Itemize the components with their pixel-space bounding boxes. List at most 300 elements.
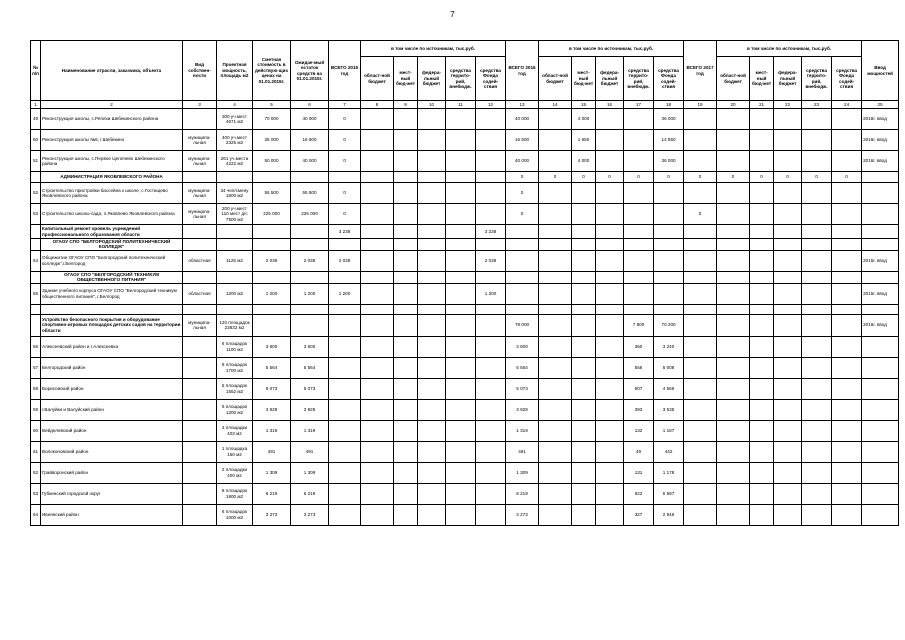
section-title: Капитальный ремонт кровель учреждений профессионального образования области	[41, 225, 183, 239]
table-row	[31, 109, 899, 130]
total-2015: 0	[329, 151, 361, 172]
empty-cell	[31, 225, 41, 239]
source-2017	[717, 336, 750, 357]
source-2015	[418, 399, 446, 420]
source-2016: 4 000	[572, 109, 596, 130]
section-title: АДМИНИСТРАЦИЯ ЯКОВЛЕВСКОГО РАЙОНА	[41, 172, 183, 183]
source-2016	[596, 336, 624, 357]
estimated-cost: 1 309	[253, 462, 291, 483]
empty-cell	[183, 225, 217, 239]
empty-cell	[539, 304, 572, 314]
table-row	[31, 378, 899, 399]
header-ownership: Вид собствен-ности	[183, 41, 217, 101]
source-2016	[654, 204, 684, 225]
column-number: 11	[446, 101, 476, 109]
source-2015	[476, 441, 506, 462]
source-2017	[802, 271, 832, 283]
source-2015	[361, 172, 394, 183]
source-2016: 36 000	[654, 151, 684, 172]
commissioning	[862, 183, 899, 204]
commissioning: 2016г. ввод	[862, 130, 899, 151]
source-2015	[446, 399, 476, 420]
capacity: 6 площадок 1200 м2	[217, 399, 253, 420]
source-2015	[361, 314, 394, 336]
object-name: Алексеевский район и г.Алексеевка	[41, 336, 183, 357]
source-2017	[750, 336, 774, 357]
total-2015: 3 238	[329, 225, 361, 239]
header-src-territory: средства террито-рий, внебюдж.	[446, 57, 476, 101]
commissioning	[862, 504, 899, 525]
source-2017	[717, 204, 750, 225]
table-row	[31, 462, 899, 483]
source-2017	[750, 271, 774, 283]
row-number: 62	[31, 462, 41, 483]
source-2017	[750, 504, 774, 525]
source-2016	[624, 239, 654, 251]
section-row	[31, 172, 899, 183]
commissioning	[862, 336, 899, 357]
ownership	[183, 504, 217, 525]
object-name: Общежитие ОГАОУ СПО "Белгородский политехнический колледж",г.Белгород	[41, 250, 183, 271]
object-name: Устройство безопасного покрытия и оборудование спортивно-игровых площадок детских садов на территории области	[41, 314, 183, 336]
commissioning	[862, 204, 899, 225]
total-2015	[329, 357, 361, 378]
source-2016: 70 200	[654, 314, 684, 336]
column-number: 2	[41, 101, 183, 109]
header-src-local: мест-ный бюд-жет	[572, 57, 596, 101]
capacity: 8 площадок 1700 м2	[217, 357, 253, 378]
source-2015	[446, 130, 476, 151]
capacity: 6 площадок 1000 м2	[217, 504, 253, 525]
source-2017	[832, 130, 862, 151]
source-2017	[750, 378, 774, 399]
source-2016: 556	[624, 357, 654, 378]
source-2015	[394, 225, 418, 239]
source-2017	[802, 225, 832, 239]
total-2016: 3 600	[506, 336, 539, 357]
row-number: 49	[31, 109, 41, 130]
total-2017: 0	[684, 204, 717, 225]
column-number: 6	[291, 101, 329, 109]
column-number: 10	[418, 101, 446, 109]
source-2015	[361, 283, 394, 304]
source-2017	[774, 314, 802, 336]
source-2017	[832, 504, 862, 525]
commissioning	[862, 483, 899, 504]
source-2016	[596, 504, 624, 525]
header-expected-balance: Ожидае-мый остаток средств на 01.01.2015г.	[291, 41, 329, 101]
source-2015	[361, 378, 394, 399]
source-2016: 131	[624, 462, 654, 483]
total-2015	[329, 399, 361, 420]
source-2017	[774, 483, 802, 504]
source-2017	[802, 314, 832, 336]
table-row	[31, 399, 899, 420]
column-number: 16	[596, 101, 624, 109]
source-2016	[654, 183, 684, 204]
row-number: 61	[31, 441, 41, 462]
header-src-federal: федера-льный бюджет	[774, 57, 802, 101]
source-2017	[717, 109, 750, 130]
empty-cell	[217, 239, 253, 251]
source-2015: 3 238	[476, 225, 506, 239]
source-2015	[418, 172, 446, 183]
expected-balance	[291, 314, 329, 336]
empty-cell	[862, 271, 899, 283]
estimated-cost: 50 000	[253, 151, 291, 172]
source-2016: 3 240	[654, 336, 684, 357]
source-2015	[394, 420, 418, 441]
capacity: 6 площадок 1100 м2	[217, 336, 253, 357]
total-2016	[506, 225, 539, 239]
header-src-fund: средства Фонда содей-ствия	[654, 57, 684, 101]
empty-cell	[862, 172, 899, 183]
commissioning: 2016г. ввод	[862, 151, 899, 172]
source-2016	[596, 204, 624, 225]
object-name: Реконструкция школы, с.Репяхи Шебекинского района	[41, 109, 183, 130]
section-row	[31, 239, 899, 251]
source-2015	[418, 130, 446, 151]
column-number: 18	[654, 101, 684, 109]
source-2016	[539, 151, 572, 172]
source-2017	[802, 283, 832, 304]
column-number: 7	[329, 101, 361, 109]
total-2016: 5 073	[506, 378, 539, 399]
source-2017	[802, 130, 832, 151]
source-2015	[394, 283, 418, 304]
source-2016	[539, 336, 572, 357]
total-2016: 3 273	[506, 504, 539, 525]
header-total-2015: ВСЕГО 2015 год	[329, 41, 361, 101]
total-2015	[329, 441, 361, 462]
source-2016	[572, 399, 596, 420]
estimated-cost: 1 200	[253, 283, 291, 304]
source-2016: 5 008	[654, 357, 684, 378]
total-2016: 491	[506, 441, 539, 462]
source-2015	[394, 399, 418, 420]
source-2016: 442	[654, 441, 684, 462]
source-2016	[596, 183, 624, 204]
source-2015	[394, 204, 418, 225]
source-2015	[476, 172, 506, 183]
column-number: 15	[572, 101, 596, 109]
total-2017	[684, 441, 717, 462]
ownership	[183, 357, 217, 378]
spacer-row	[31, 304, 899, 314]
table-row	[31, 204, 899, 225]
source-2017	[717, 420, 750, 441]
source-2015	[418, 250, 446, 271]
expected-balance: 225 000	[291, 204, 329, 225]
commissioning	[862, 441, 899, 462]
page-number: 7	[450, 10, 455, 19]
source-2017: 0	[717, 172, 750, 183]
total-2016	[506, 271, 539, 283]
source-2017	[802, 441, 832, 462]
commissioning	[862, 462, 899, 483]
row-number: 51	[31, 151, 41, 172]
source-2015	[394, 336, 418, 357]
source-2016: 327	[624, 504, 654, 525]
source-2017	[717, 283, 750, 304]
table-row	[31, 483, 899, 504]
source-2016	[539, 483, 572, 504]
source-2016	[596, 462, 624, 483]
source-2017	[802, 336, 832, 357]
row-number: 60	[31, 420, 41, 441]
source-2015	[418, 483, 446, 504]
estimated-cost: 225 000	[253, 204, 291, 225]
source-2017	[774, 462, 802, 483]
row-number: 52	[31, 183, 41, 204]
header-src-local: мест-ный бюд-жет	[394, 57, 418, 101]
estimated-cost: 55 500	[253, 183, 291, 204]
ownership	[183, 462, 217, 483]
total-2015: 0	[329, 183, 361, 204]
table-row	[31, 130, 899, 151]
source-2017	[717, 378, 750, 399]
source-2015	[418, 336, 446, 357]
total-2017	[684, 462, 717, 483]
source-2015	[476, 151, 506, 172]
source-2016	[572, 314, 596, 336]
total-2017	[684, 420, 717, 441]
capacity: 120 площадок 23632 м2	[217, 314, 253, 336]
source-2015	[446, 151, 476, 172]
source-2017	[774, 399, 802, 420]
row-number: 57	[31, 357, 41, 378]
source-2015	[476, 357, 506, 378]
source-2017	[717, 183, 750, 204]
estimated-cost: 491	[253, 441, 291, 462]
source-2016	[572, 378, 596, 399]
source-2016: 1 650	[572, 130, 596, 151]
row-number: 55	[31, 283, 41, 304]
capacity: 3 площадки 403 м2	[217, 420, 253, 441]
source-2017	[717, 151, 750, 172]
source-2015	[418, 441, 446, 462]
source-2015	[446, 172, 476, 183]
header-sources-2015: в том числе по источникам, тыс.руб.	[361, 41, 506, 57]
source-2015	[446, 462, 476, 483]
row-number: 50	[31, 130, 41, 151]
source-2017	[774, 225, 802, 239]
empty-cell	[717, 304, 750, 314]
source-2017	[717, 314, 750, 336]
total-2016	[506, 283, 539, 304]
row-number: 64	[31, 504, 41, 525]
table-row	[31, 183, 899, 204]
source-2016	[596, 283, 624, 304]
capacity: 8 площадок 1900 м2	[217, 483, 253, 504]
object-name: Строительство школы-сада, п.Яковлево Яковлевского района	[41, 204, 183, 225]
total-2015: 1 200	[329, 283, 361, 304]
source-2017	[750, 239, 774, 251]
column-number: 4	[217, 101, 253, 109]
source-2016: 1 187	[654, 420, 684, 441]
header-estimated-cost: Сметная стоимость в действую-щих ценах на 01.01.2015г.	[253, 41, 291, 101]
column-number: 24	[832, 101, 862, 109]
source-2017	[832, 239, 862, 251]
source-2016: 0	[654, 172, 684, 183]
source-2017	[717, 504, 750, 525]
source-2015	[476, 271, 506, 283]
source-2015	[394, 378, 418, 399]
object-name: Строительство пристройки бассейна к школе, с.Гостищево Яковлевского района	[41, 183, 183, 204]
estimated-cost	[253, 314, 291, 336]
expected-balance: 3 273	[291, 504, 329, 525]
source-2015	[394, 250, 418, 271]
ownership: областная	[183, 283, 217, 304]
expected-balance: 1 319	[291, 420, 329, 441]
source-2016: 5 597	[654, 483, 684, 504]
header-src-territory: средства террито-рий, внебюдж.	[802, 57, 832, 101]
source-2015	[446, 239, 476, 251]
source-2015	[361, 239, 394, 251]
empty-cell	[253, 304, 291, 314]
source-2016	[572, 204, 596, 225]
total-2016: 5 564	[506, 357, 539, 378]
source-2015	[394, 314, 418, 336]
source-2017	[832, 462, 862, 483]
object-name: г.Валуйки и Валуйский район	[41, 399, 183, 420]
capacity: 6 площадок 1552 м2	[217, 378, 253, 399]
source-2015	[446, 441, 476, 462]
source-2017	[802, 504, 832, 525]
source-2016	[624, 151, 654, 172]
source-2016: 4 000	[572, 151, 596, 172]
source-2016	[539, 399, 572, 420]
source-2016	[624, 225, 654, 239]
source-2017	[750, 462, 774, 483]
source-2015	[361, 336, 394, 357]
source-2015	[446, 504, 476, 525]
header-sources-2016: в том числе по источникам, тыс.руб.	[539, 41, 684, 57]
total-2017	[684, 283, 717, 304]
source-2015	[476, 399, 506, 420]
object-name: Реконструкция школы №6, г.Шебекино	[41, 130, 183, 151]
source-2015	[446, 109, 476, 130]
source-2016	[539, 130, 572, 151]
total-2017	[684, 357, 717, 378]
empty-cell	[31, 271, 41, 283]
source-2015	[476, 504, 506, 525]
table-row	[31, 441, 899, 462]
source-2017	[802, 250, 832, 271]
column-number: 14	[539, 101, 572, 109]
empty-cell	[802, 304, 832, 314]
empty-cell	[446, 304, 476, 314]
source-2015	[446, 271, 476, 283]
source-2016	[539, 204, 572, 225]
source-2015	[476, 130, 506, 151]
header-src-fund: средства Фонда содей-ствия	[476, 57, 506, 101]
source-2016	[596, 151, 624, 172]
empty-cell	[217, 172, 253, 183]
empty-cell	[253, 239, 291, 251]
source-2017	[832, 283, 862, 304]
source-2015	[361, 420, 394, 441]
source-2016	[572, 441, 596, 462]
source-2017	[832, 336, 862, 357]
source-2015	[394, 239, 418, 251]
total-2017	[684, 130, 717, 151]
empty-cell	[217, 225, 253, 239]
source-2015	[418, 183, 446, 204]
total-2017	[684, 183, 717, 204]
header-src-regional: област-ной бюджет	[361, 57, 394, 101]
source-2016: 7 800	[624, 314, 654, 336]
estimated-cost: 2 038	[253, 250, 291, 271]
ownership	[183, 420, 217, 441]
source-2017	[832, 151, 862, 172]
source-2016: 132	[624, 420, 654, 441]
source-2016	[596, 441, 624, 462]
source-2015	[361, 250, 394, 271]
source-2017	[750, 250, 774, 271]
object-name: Белгородский район	[41, 357, 183, 378]
table-row	[31, 283, 899, 304]
capacity: 1125 м2	[217, 250, 253, 271]
source-2017	[774, 357, 802, 378]
source-2017	[774, 271, 802, 283]
source-2016: 1 178	[654, 462, 684, 483]
source-2017: 0	[774, 172, 802, 183]
source-2016	[596, 130, 624, 151]
source-2016: 4 566	[654, 378, 684, 399]
source-2017	[750, 183, 774, 204]
source-2016	[654, 250, 684, 271]
source-2015	[446, 183, 476, 204]
commissioning	[862, 420, 899, 441]
source-2015	[394, 357, 418, 378]
total-2015	[329, 420, 361, 441]
header-src-local: мест-ный бюд-жет	[750, 57, 774, 101]
estimated-cost: 35 000	[253, 130, 291, 151]
expected-balance: 1 309	[291, 462, 329, 483]
estimated-cost: 3 273	[253, 504, 291, 525]
commissioning	[862, 378, 899, 399]
source-2015	[361, 441, 394, 462]
commissioning: 2015г. ввод	[862, 250, 899, 271]
source-2017	[832, 378, 862, 399]
source-2015	[418, 204, 446, 225]
source-2017	[774, 441, 802, 462]
source-2016: 393	[624, 399, 654, 420]
source-2017: 0	[750, 172, 774, 183]
source-2015	[446, 250, 476, 271]
total-2015: 2 038	[329, 250, 361, 271]
capacity: 200 уч.мест 110 мест д/с 7500 м2	[217, 204, 253, 225]
source-2015	[361, 271, 394, 283]
source-2017	[717, 441, 750, 462]
source-2015	[394, 483, 418, 504]
column-number: 21	[750, 101, 774, 109]
source-2015	[361, 130, 394, 151]
source-2017	[717, 357, 750, 378]
source-2017	[774, 504, 802, 525]
estimated-cost: 3 928	[253, 399, 291, 420]
source-2016	[596, 420, 624, 441]
source-2016	[596, 271, 624, 283]
total-2017	[684, 225, 717, 239]
source-2016	[539, 239, 572, 251]
source-2015	[394, 151, 418, 172]
source-2017	[750, 204, 774, 225]
table-row	[31, 420, 899, 441]
column-number: 23	[802, 101, 832, 109]
empty-cell	[418, 304, 446, 314]
